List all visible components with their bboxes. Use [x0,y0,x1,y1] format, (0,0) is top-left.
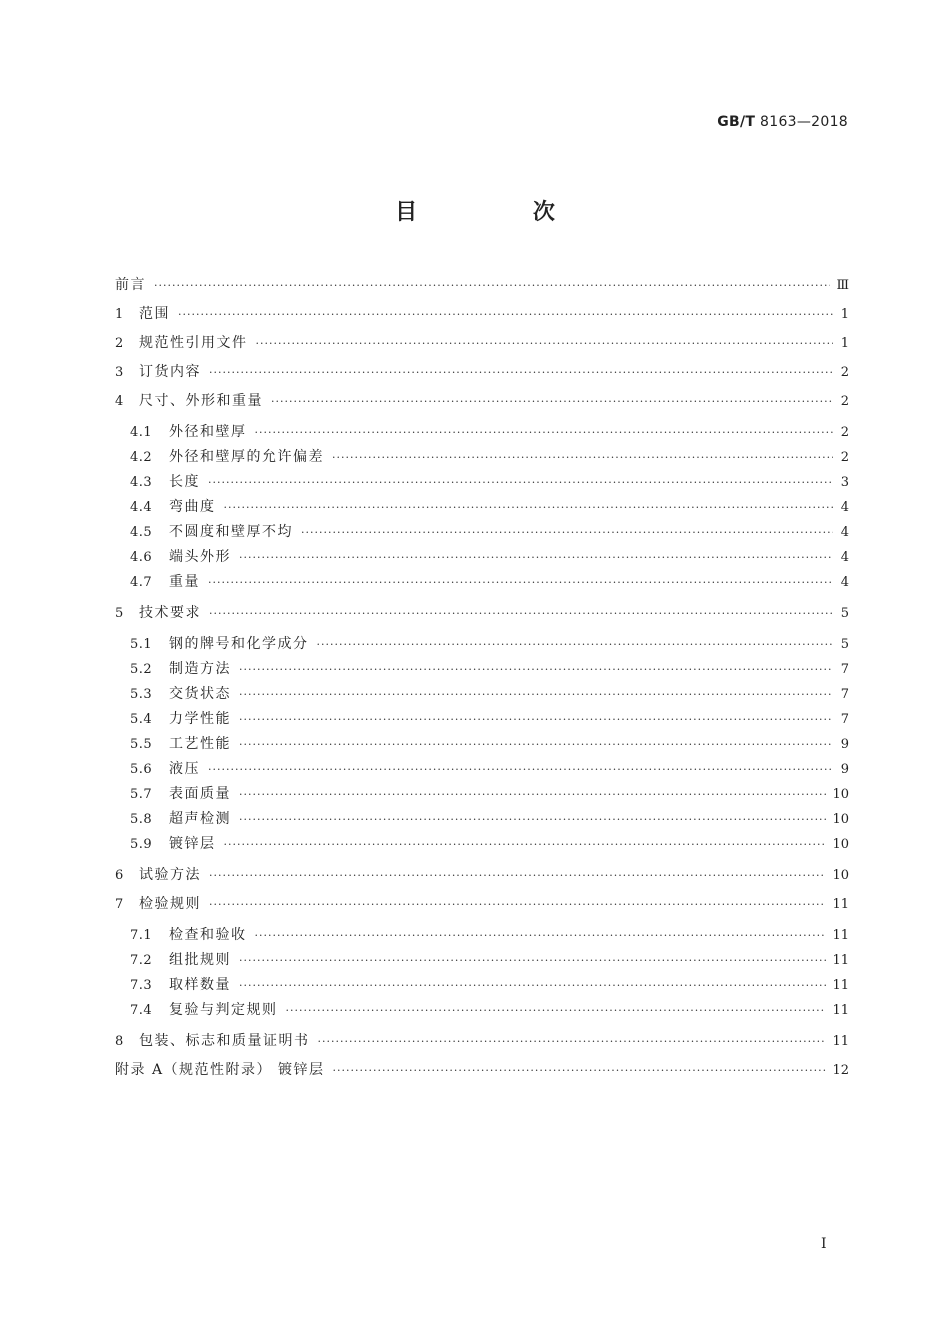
toc-entry-label: 前言 [115,277,146,293]
toc-entry-number: 5.8 [130,812,153,827]
standard-prefix: GB/T [717,114,756,130]
toc-entry-page: 5 [840,606,849,621]
standard-number: 8163—2018 [760,114,848,130]
toc-entry-page: 7 [840,712,849,727]
toc-entry-label: 外径和壁厚 [169,424,247,440]
toc-leader-dots [239,657,833,682]
toc-entry-label: 外径和壁厚的允许偏差 [169,449,324,465]
toc-entry-page: 12 [832,1063,849,1078]
toc-title: 目 次 [395,200,609,225]
toc-leader-dots [239,973,826,998]
toc-leader-dots [209,861,826,890]
toc-entry[interactable] [115,682,849,707]
toc-leader-dots [255,923,827,948]
toc-entry-number: 7.1 [130,928,153,943]
toc-entry[interactable] [115,387,849,416]
toc-leader-dots [332,445,833,470]
toc-entry[interactable] [115,923,849,948]
toc-entry[interactable] [115,329,849,358]
toc-entry[interactable] [115,657,849,682]
toc-entry-page: 11 [832,1003,849,1018]
toc-entry-page: 2 [840,425,849,440]
toc-entry-page: 2 [840,365,849,380]
toc-entry-page: 10 [832,812,849,827]
toc-leader-dots [239,682,833,707]
toc-leader-dots [333,1056,827,1085]
toc-entry[interactable] [115,545,849,570]
toc-entry-label: 范围 [139,306,170,322]
toc-entry-label: 不圆度和壁厚不均 [169,524,293,540]
toc-entry[interactable] [115,599,849,628]
toc-leader-dots [239,707,833,732]
toc-entry-label: 附录 A（规范性附录） 镀锌层 [115,1062,325,1078]
toc-entry-label: 超声检测 [169,811,231,827]
toc-entry-page: 4 [840,500,849,515]
toc-entry-label: 包装、标志和质量证明书 [139,1033,310,1049]
toc-entry-page: 10 [832,868,849,883]
toc-entry-number: 5.3 [130,687,153,702]
toc-entry-number: 4.7 [130,575,153,590]
toc-entry[interactable] [115,757,849,782]
toc-entry-number: 4.4 [130,500,153,515]
toc-entry-number: 4.5 [130,525,153,540]
toc-leader-dots [317,632,834,657]
toc-entry-label: 液压 [169,761,200,777]
toc-leader-dots [178,300,833,329]
toc-entry-label: 订货内容 [139,364,201,380]
toc-leader-dots [209,599,833,628]
toc-entry-page: 11 [832,978,849,993]
toc-leader-dots [208,470,833,495]
toc-entry-number: 5.2 [130,662,153,677]
toc-entry-number: 1 [115,307,124,322]
toc-leader-dots [209,358,833,387]
toc-entry-number: 2 [115,336,124,351]
toc-entry[interactable] [115,782,849,807]
toc-entry-label: 镀锌层 [169,836,216,852]
toc-leader-dots [239,807,826,832]
toc-leader-dots [224,495,834,520]
toc-entry-number: 4.1 [130,425,153,440]
toc-entry-label: 表面质量 [169,786,231,802]
toc-entry-page: 7 [840,687,849,702]
toc-entry-label: 钢的牌号和化学成分 [169,636,309,652]
toc-entry[interactable] [115,973,849,998]
toc-entry-number: 3 [115,365,124,380]
toc-entry[interactable] [115,948,849,973]
page-number: I [821,1236,827,1252]
toc-entry-label: 交货状态 [169,686,231,702]
toc-entry-number: 7.4 [130,1003,153,1018]
toc-entry-label: 组批规则 [169,952,231,968]
toc-entry-number: 5.6 [130,762,153,777]
toc-entry-number: 5.9 [130,837,153,852]
toc-entry-number: 4.6 [130,550,153,565]
toc-entry[interactable] [115,1056,849,1085]
toc-entry-number: 4 [115,394,124,409]
toc-entry[interactable] [115,271,849,300]
toc-leader-dots [209,890,826,919]
toc-entry-number: 7 [115,897,124,912]
toc-entry-page: 2 [840,394,849,409]
toc-entry-number: 5.5 [130,737,153,752]
toc-leader-dots [239,545,833,570]
toc-entry-label: 弯曲度 [169,499,216,515]
standard-code [717,114,848,130]
toc-entry-page: 9 [840,762,849,777]
toc-entry-label: 力学性能 [169,711,231,727]
toc-entry-page: 2 [840,450,849,465]
toc-entry-page: 11 [832,1034,849,1049]
toc-leader-dots [256,329,834,358]
toc-entry-page: 4 [840,550,849,565]
toc-entry-number: 5.7 [130,787,153,802]
toc-entry-label: 取样数量 [169,977,231,993]
toc-entry-label: 检验规则 [139,896,201,912]
toc-entry-page: 4 [840,525,849,540]
toc-entry-page: 5 [840,637,849,652]
toc-leader-dots [208,570,833,595]
toc-entry[interactable] [115,495,849,520]
toc-entry-number: 5.1 [130,637,153,652]
toc-entry-label: 工艺性能 [169,736,231,752]
toc-entry-page: 3 [840,475,849,490]
toc-entry-label: 复验与判定规则 [169,1002,278,1018]
toc-entry[interactable] [115,832,849,857]
toc-entry-number: 7.3 [130,978,153,993]
toc-entry-number: 6 [115,868,124,883]
toc-entry[interactable] [115,520,849,545]
toc-entry[interactable] [115,420,849,445]
toc-entry[interactable] [115,470,849,495]
toc-leader-dots [239,948,826,973]
toc-entry-number: 8 [115,1034,124,1049]
toc-entry-number: 4.3 [130,475,153,490]
toc-entry[interactable] [115,358,849,387]
toc-entry[interactable] [115,732,849,757]
toc-entry[interactable] [115,300,849,329]
toc-entry-page: 7 [840,662,849,677]
toc-entry-page: 9 [840,737,849,752]
toc-entry-label: 规范性引用文件 [139,335,248,351]
toc-entry-label: 技术要求 [139,605,201,621]
toc-entry[interactable] [115,632,849,657]
toc-entry-number: 4.2 [130,450,153,465]
toc-entry[interactable] [115,1027,849,1056]
toc-entry-page: 11 [832,928,849,943]
toc-entry-page: 1 [840,307,849,322]
table-of-contents [115,271,849,1085]
toc-entry-number: 5.4 [130,712,153,727]
toc-entry-page: 1 [840,336,849,351]
toc-entry-page: 10 [832,837,849,852]
toc-leader-dots [255,420,834,445]
toc-leader-dots [224,832,827,857]
toc-leader-dots [318,1027,827,1056]
toc-entry-number: 5 [115,606,124,621]
toc-leader-dots [154,271,830,300]
toc-leader-dots [271,387,833,416]
toc-entry-label: 长度 [169,474,200,490]
toc-entry-page: 10 [832,787,849,802]
toc-entry-label: 端头外形 [169,549,231,565]
toc-leader-dots [286,998,827,1023]
toc-leader-dots [239,782,826,807]
toc-leader-dots [239,732,833,757]
toc-entry[interactable] [115,445,849,470]
toc-entry[interactable] [115,861,849,890]
toc-entry-label: 试验方法 [139,867,201,883]
toc-entry-label: 制造方法 [169,661,231,677]
toc-entry-number: 7.2 [130,953,153,968]
toc-entry[interactable] [115,807,849,832]
toc-entry-page: 4 [840,575,849,590]
toc-entry-label: 检查和验收 [169,927,247,943]
toc-entry-page: Ⅲ [836,278,849,293]
toc-entry[interactable] [115,570,849,595]
toc-entry-page: 11 [832,897,849,912]
toc-entry[interactable] [115,707,849,732]
toc-leader-dots [208,757,833,782]
toc-leader-dots [301,520,833,545]
toc-entry-label: 重量 [169,574,200,590]
toc-entry[interactable] [115,890,849,919]
toc-entry[interactable] [115,998,849,1023]
toc-entry-page: 11 [832,953,849,968]
toc-entry-label: 尺寸、外形和重量 [139,393,263,409]
